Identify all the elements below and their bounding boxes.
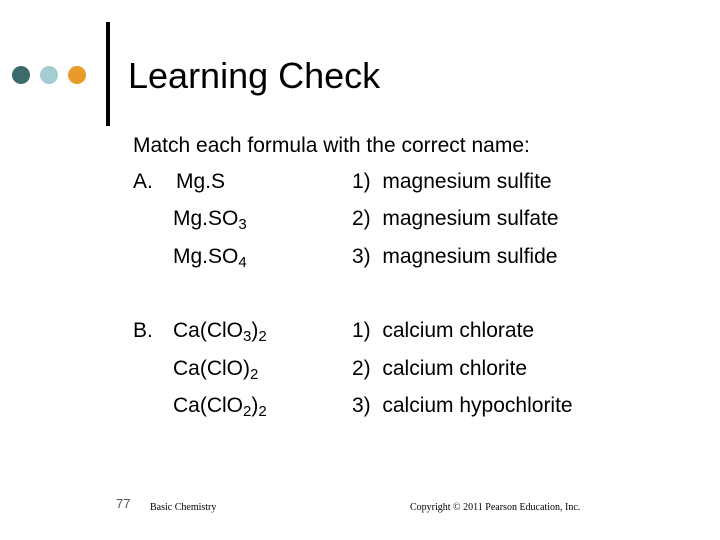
section-a-formula-2: $Mg.SO_3$ — [173, 207, 247, 233]
section-a-letter: A. — [133, 170, 153, 193]
name-text: calcium hypochlorite — [382, 394, 573, 417]
footer-label: Basic Chemistry — [150, 502, 217, 513]
name-text: magnesium sulfate — [382, 207, 559, 230]
name-number: 2) — [352, 357, 371, 380]
name-number: 1) — [352, 170, 371, 193]
name-number: 1) — [352, 319, 371, 342]
slide-title: Learning Check — [128, 55, 381, 96]
name-number: 3) — [352, 245, 371, 268]
section-b-name-3 — [352, 393, 573, 419]
section-a-formula-1: Mg.S — [176, 170, 226, 193]
section-b-name-1 — [352, 318, 534, 344]
name-text: magnesium sulfite — [382, 170, 552, 193]
decorative-dot-light-teal — [40, 66, 58, 84]
slide-number: 77 — [116, 496, 131, 511]
section-b-name-2 — [352, 356, 527, 382]
name-text: calcium chlorate — [382, 319, 535, 342]
name-number: 2) — [352, 207, 371, 230]
title-divider-bar — [106, 22, 110, 126]
name-text: magnesium sulfide — [382, 245, 558, 268]
instruction-text: Match each formula with the correct name: — [133, 134, 530, 157]
decorative-dot-orange — [68, 66, 86, 84]
section-b-formula-2: $Ca(ClO)_2$ — [173, 357, 259, 383]
decorative-dot-dark-teal — [12, 66, 30, 84]
section-a-name-2 — [352, 206, 559, 232]
section-a-name-1 — [352, 169, 552, 195]
section-b-formula-1: $Ca(ClO_3)_2$ — [173, 319, 267, 345]
name-number: 3) — [352, 394, 371, 417]
section-a-formula-3: $Mg.SO_4$ — [173, 245, 247, 271]
section-b-formula-3: $Ca(ClO_2)_2$ — [173, 394, 267, 420]
copyright-notice: Copyright © 2011 Pearson Education, Inc. — [410, 502, 581, 513]
section-b-letter: B. — [133, 319, 153, 342]
section-a-name-3 — [352, 244, 557, 270]
name-text: calcium chlorite — [382, 357, 528, 380]
